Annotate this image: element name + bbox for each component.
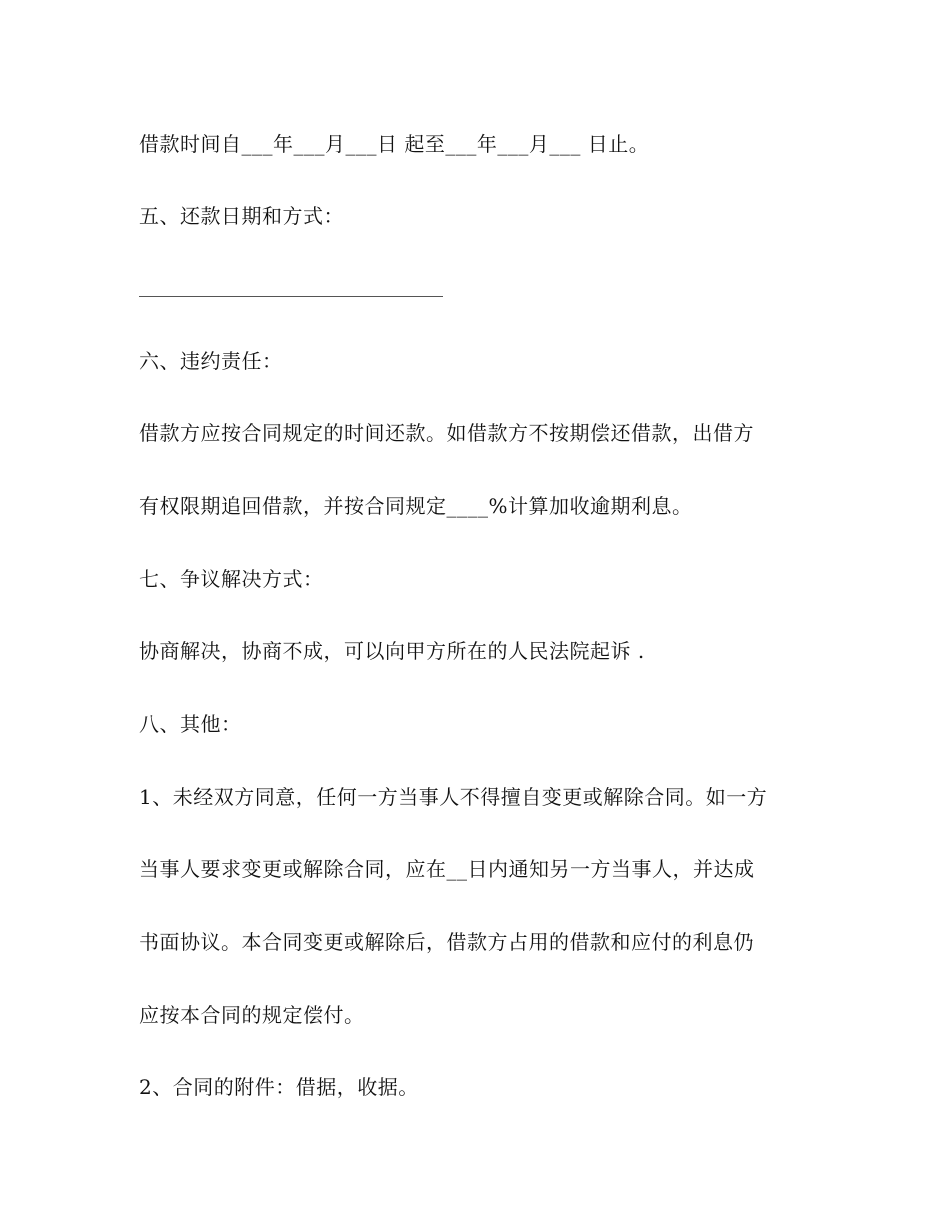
loan-period-line: 借款时间自___年___月___日 起至___年___月___ 日止。 <box>139 132 650 156</box>
section-8-heading: 八、其他： <box>139 712 242 736</box>
section-7-heading: 七、争议解决方式： <box>139 567 324 591</box>
breach-paragraph-line-2: 有权限期追回借款，并按合同规定____%计算加收逾期利息。 <box>139 494 693 518</box>
clause-1-line-3: 书面协议。本合同变更或解除后，借款方占用的借款和应付的利息仍 <box>139 930 754 954</box>
clause-2-line: 2、合同的附件：借据，收据。 <box>139 1075 419 1099</box>
section-6-heading: 六、违约责任： <box>139 349 283 373</box>
clause-1-line-2: 当事人要求变更或解除合同，应在__日内通知另一方当事人，并达成 <box>139 857 755 881</box>
clause-1-line-4: 应按本合同的规定偿付。 <box>139 1003 365 1027</box>
section-5-heading: 五、还款日期和方式： <box>139 204 344 228</box>
breach-paragraph-line-1: 借款方应按合同规定的时间还款。如借款方不按期偿还借款，出借方 <box>139 421 754 445</box>
clause-1-line-1: 1、未经双方同意，任何一方当事人不得擅自变更或解除合同。如一方 <box>139 785 768 809</box>
dispute-resolution-line: 协商解决，协商不成，可以向甲方所在的人民法院起诉 . <box>139 639 645 663</box>
fill-in-blank-line <box>139 296 443 297</box>
